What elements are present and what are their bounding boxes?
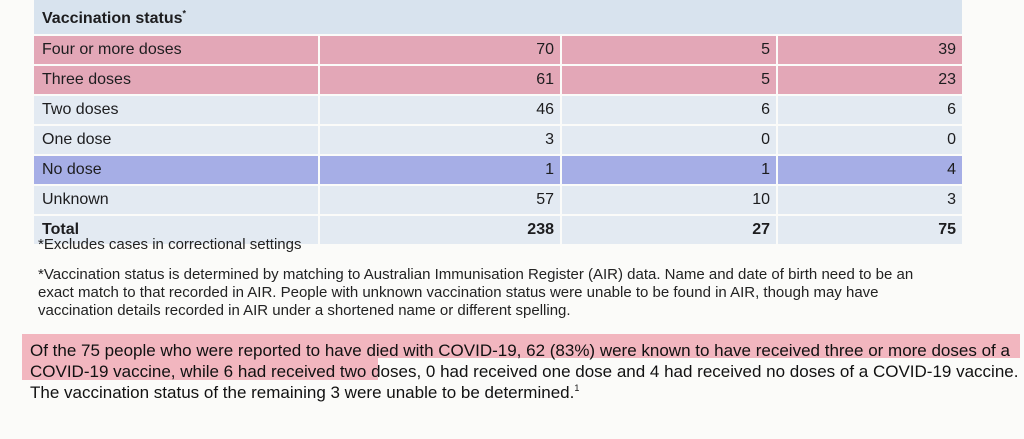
cell-value: 0 — [562, 126, 776, 154]
total-value: 27 — [562, 216, 776, 244]
table-header-label: Vaccination status — [42, 10, 183, 27]
cell-value: 61 — [320, 66, 560, 94]
table-header-row — [34, 0, 962, 36]
row-label: Unknown — [34, 186, 318, 214]
cell-value: 10 — [562, 186, 776, 214]
row-label: One dose — [34, 126, 318, 154]
row-label: Four or more doses — [34, 36, 318, 64]
cell-value: 1 — [320, 156, 560, 184]
cell-value: 3 — [778, 186, 962, 214]
row-label: Two doses — [34, 96, 318, 124]
table-row — [34, 96, 962, 126]
row-label: No dose — [34, 156, 318, 184]
cell-value: 39 — [778, 36, 962, 64]
cell-value: 6 — [778, 96, 962, 124]
cell-value: 5 — [562, 66, 776, 94]
total-value: 238 — [320, 216, 560, 244]
table-row — [34, 156, 962, 186]
cell-value: 3 — [320, 126, 560, 154]
footnote-correctional: *Excludes cases in correctional settings — [38, 236, 302, 253]
row-label: Three doses — [34, 66, 318, 94]
deaths-summary-paragraph — [30, 340, 1020, 403]
footnote-air-matching: *Vaccination status is determined by matching to Australian Immunisation Register (AIR) data. Name and date of birth need to be an exact match to that recorded in AIR. People with unknown vaccination status were unable to be found in AIR, though may have vaccination details recorded in AIR under a shortened name or different spelling. — [38, 266, 914, 319]
cell-value: 46 — [320, 96, 560, 124]
table-row — [34, 186, 962, 216]
vaccination-table — [34, 0, 962, 246]
cell-value: 0 — [778, 126, 962, 154]
table-row — [34, 126, 962, 156]
table-row — [34, 66, 962, 96]
total-value: 75 — [778, 216, 962, 244]
cell-value: 23 — [778, 66, 962, 94]
cell-value: 5 — [562, 36, 776, 64]
summary-reference-mark: 1 — [574, 383, 580, 394]
cell-value: 6 — [562, 96, 776, 124]
table-row — [34, 36, 962, 66]
cell-value: 57 — [320, 186, 560, 214]
header-footnote-mark: * — [182, 8, 187, 19]
total-label: Total — [34, 216, 318, 244]
cell-value: 70 — [320, 36, 560, 64]
summary-text: Of the 75 people who were reported to have died with COVID-19, 62 (83%) were known to have received three or more doses of a COVID-19 vaccine, while 6 had received two doses, 0 had received one dose and 4 had received no doses of a COVID-19 vaccine. The vaccination status of the remaining 3 were unable to be determined. — [30, 341, 1019, 402]
cell-value: 4 — [778, 156, 962, 184]
cell-value: 1 — [562, 156, 776, 184]
